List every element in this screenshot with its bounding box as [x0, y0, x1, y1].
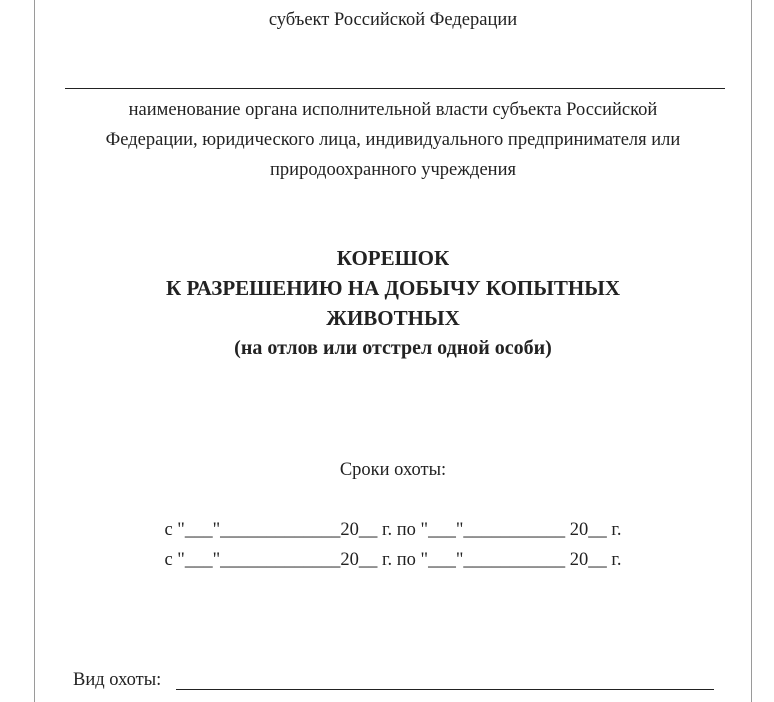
subject-caption: субъект Российской Федерации [268, 10, 518, 30]
organization-caption-line-2: Федерации, юридического лица, индивидуального предпринимателя или [105, 130, 681, 150]
title-line-1: КОРЕШОК [336, 246, 450, 270]
organization-caption-line-1: наименование органа исполнительной власти субъекта Российской [128, 100, 658, 120]
document-page [34, 0, 752, 702]
hunting-period-1: с "___"_____________20__ г. по "___"___________ 20__ г. [164, 520, 622, 540]
title-line-3: ЖИВОТНЫХ [326, 306, 460, 330]
title-subtitle: (на отлов или отстрел одной особи) [234, 337, 552, 359]
hunt-type-blank-line [176, 689, 714, 690]
document-title [35, 243, 751, 363]
organization-blank-line [65, 88, 725, 89]
title-line-2: К РАЗРЕШЕНИЮ НА ДОБЫЧУ КОПЫТНЫХ [165, 276, 621, 300]
hunt-type-label: Вид охоты: [73, 670, 162, 690]
hunting-period-2: с "___"_____________20__ г. по "___"___________ 20__ г. [164, 550, 622, 570]
organization-caption-line-3: природоохранного учреждения [270, 160, 516, 180]
hunting-period-label: Сроки охоты: [339, 460, 447, 480]
